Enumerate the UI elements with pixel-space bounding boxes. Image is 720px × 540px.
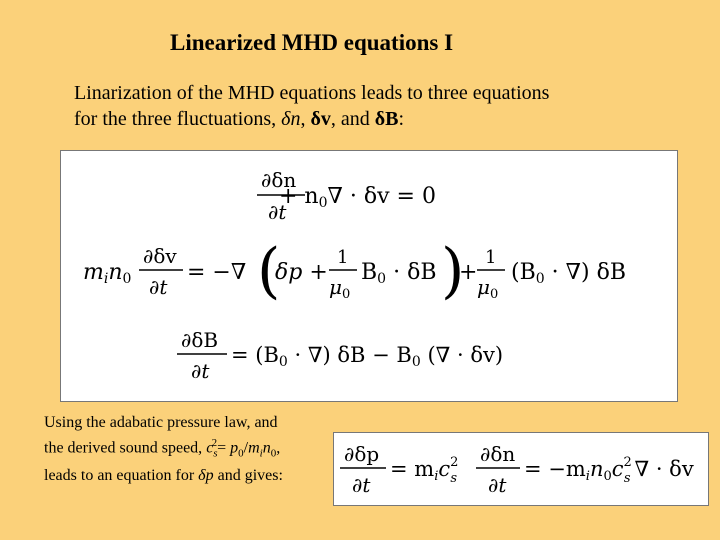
note-p-sub: 0: [238, 447, 244, 460]
eq3-sub0a: 0: [278, 354, 288, 370]
eq3-rhs: [231, 343, 503, 370]
eq2-b: B: [361, 260, 378, 285]
eq2-term2: [511, 260, 626, 287]
note-cs-sup: 2: [211, 437, 218, 449]
pressure-equation-svg: [334, 433, 708, 505]
separator-2: , and: [330, 108, 375, 130]
equations-svg: [61, 151, 677, 401]
note-dp: δp: [198, 466, 214, 484]
eq2-n: n: [108, 260, 123, 285]
note-n-sub: 0: [270, 447, 277, 460]
eq2-one: 1: [337, 247, 349, 268]
eq2-plus: +: [459, 260, 478, 285]
eq2-mu2: [477, 275, 498, 302]
eq2-term2-a: (B: [511, 260, 536, 285]
eq4-c2: c: [611, 457, 624, 481]
eq4-denominator1: ∂t: [352, 473, 371, 497]
eq1-numerator: ∂δn: [261, 168, 297, 192]
eq4-c: c: [438, 457, 451, 481]
eq2-one2: 1: [485, 247, 497, 268]
eq4-numerator2: ∂δn: [480, 442, 516, 466]
note-part-3: , leads to an equation for: [44, 439, 281, 484]
eq3-rhs-b: · ∇) δB − B: [287, 343, 412, 367]
eq1-grad-dot: ∇ · δv = 0: [327, 184, 436, 209]
equation-box-pressure: [333, 432, 709, 506]
eq2-b0-db: [361, 260, 437, 287]
eq2-term2-sub: 0: [535, 271, 545, 287]
note-p: p: [230, 439, 239, 457]
eq4-denominator2: ∂t: [488, 473, 507, 497]
eq4-sup2: 2: [450, 455, 459, 470]
intro-line-2-prefix: for the three fluctuations,: [74, 108, 282, 130]
eq4-sup2b: 2: [623, 455, 632, 470]
eq2-mu2-sub: 0: [490, 287, 499, 302]
eq4-mid: [390, 455, 458, 486]
eq3-rhs-a: = (B: [231, 343, 279, 367]
eq2-sub-i: i: [103, 271, 109, 287]
eq3-numerator: ∂δB: [181, 328, 219, 352]
eq3-rhs-c: (∇ · δv): [420, 343, 504, 367]
eq1-sub0: 0: [318, 195, 328, 211]
eq2-dp: δp +: [275, 260, 328, 285]
intro-text: [74, 80, 674, 132]
equation-momentum: [83, 236, 626, 306]
eq3-sub0b: 0: [411, 354, 421, 370]
slide-title: Linearized MHD equations I: [170, 30, 454, 55]
var-delta-v: δv: [310, 108, 331, 130]
eq4-sub-s2: s: [623, 471, 631, 486]
eq2-mu-sub: 0: [342, 287, 351, 302]
eq2-mu: [329, 275, 350, 302]
note-text: [44, 412, 294, 486]
eq4-numerator1: ∂δp: [344, 442, 380, 466]
equation-box-mhd: [60, 150, 678, 402]
eq3-denominator: ∂t: [191, 359, 210, 383]
equation-induction: [177, 328, 503, 383]
eq2-lhs: [83, 260, 131, 287]
separator-1: ,: [300, 108, 311, 130]
eq4-sub-s: s: [450, 471, 458, 486]
var-delta-b: δB: [374, 108, 399, 130]
note-cs: c: [206, 439, 214, 457]
eq1-denominator: ∂t: [268, 200, 287, 224]
eq2-equals-grad: = −∇: [187, 260, 247, 285]
intro-end: :: [398, 108, 405, 130]
eq4-eq-m: = m: [390, 457, 435, 481]
eq4-sub-02: 0: [603, 469, 612, 484]
note-m: m: [248, 439, 260, 457]
note-slash: /: [243, 439, 249, 457]
note-m-sub: i: [259, 447, 263, 460]
eq4-sub-i2: i: [585, 469, 590, 484]
eq1-rhs: [279, 184, 436, 211]
eq4-tail: ∇ · δv: [634, 457, 694, 481]
eq2-denominator: ∂t: [149, 275, 168, 299]
eq2-numerator: ∂δv: [143, 244, 177, 268]
eq2-sub-0: 0: [122, 271, 132, 287]
eq2-mu2-sym: μ: [477, 275, 490, 299]
eq2-term2-b: · ∇) δB: [544, 260, 627, 285]
note-part-4: and gives:: [213, 466, 283, 484]
eq2-m: m: [83, 260, 104, 285]
note-part-1: Using the adabatic pressure law, and the derived sound speed,: [44, 414, 278, 457]
note-cs-sub: s: [213, 447, 218, 460]
eq2-mu-sym: μ: [329, 275, 342, 299]
intro-line-1: Linarization of the MHD equations leads to three equations: [74, 82, 550, 104]
equation-continuity: [257, 168, 436, 224]
eq2-paren-close: ): [441, 236, 465, 306]
eq4-rhs: [524, 455, 694, 486]
eq2-dot-db: · δB: [386, 260, 437, 285]
note-n: n: [262, 439, 271, 457]
var-delta-n: δn: [281, 108, 301, 130]
eq1-plus-n: + n: [279, 184, 319, 209]
intro-line-2: [74, 106, 674, 132]
eq4-n: n: [589, 457, 604, 481]
note-part-2: =: [217, 439, 231, 457]
eq4-eq-minus-m: = −m: [524, 457, 586, 481]
eq4-sub-i: i: [434, 469, 439, 484]
eq2-paren-open: (: [257, 236, 281, 306]
eq2-b-sub: 0: [377, 271, 387, 287]
